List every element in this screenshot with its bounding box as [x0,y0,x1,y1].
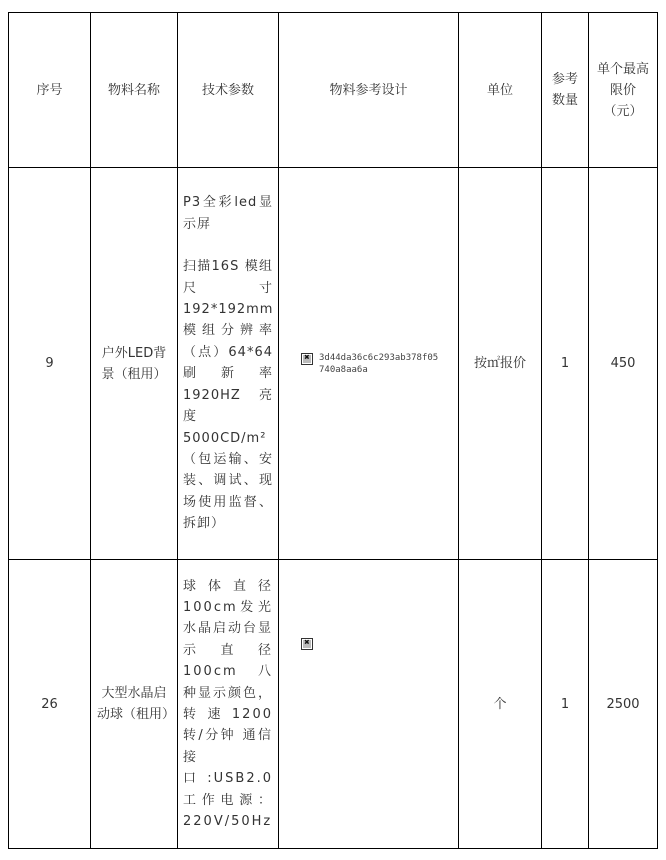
cell-no: 9 [9,168,91,560]
spec-title: P3全彩led显示屏 [183,195,273,232]
header-unit: 单位 [459,13,542,168]
header-design: 物料参考设计 [279,13,459,168]
cell-name: 大型水晶启动球（租用） [91,560,178,849]
cell-spec [178,168,279,560]
cell-price: 2500 [589,560,658,849]
cell-spec [178,560,279,849]
materials-table [8,12,658,849]
header-spec: 技术参数 [178,13,279,168]
header-qty: 参考数量 [542,13,589,168]
spec-body: 扫描16S 模组 尺 寸192*192mm 模组分辨率（点）64*64 刷 新 率1920HZ 亮度5000CD/m²（包运输、安装、调试、现场使用监督、拆卸） [183,259,274,532]
cell-unit: 个 [459,560,542,849]
table-row [9,168,658,560]
spec-body: 球体直径100cm发光水晶启动台显 示 直 径100cm 八种显示颜色，转速1200转/分钟 通信接口:USB2.0 工作电源：220V/50Hz [183,578,274,830]
cell-no: 26 [9,560,91,849]
cell-design [279,168,459,560]
cell-name: 户外LED背景（租用） [91,168,178,560]
header-name: 物料名称 [91,13,178,168]
cell-qty: 1 [542,168,589,560]
table-row [9,560,658,849]
cell-unit: 按㎡报价 [459,168,542,560]
broken-image-alt: 3d44da36c6c293ab378f05740a8aa6a [319,353,439,375]
header-price: 单个最高限价（元） [589,13,658,168]
broken-image-icon [301,638,313,650]
cell-price: 450 [589,168,658,560]
cell-qty: 1 [542,560,589,849]
broken-image-icon [301,353,313,365]
broken-image [301,637,313,650]
header-row [9,13,658,168]
broken-image [301,352,439,376]
header-no: 序号 [9,13,91,168]
cell-design [279,560,459,849]
